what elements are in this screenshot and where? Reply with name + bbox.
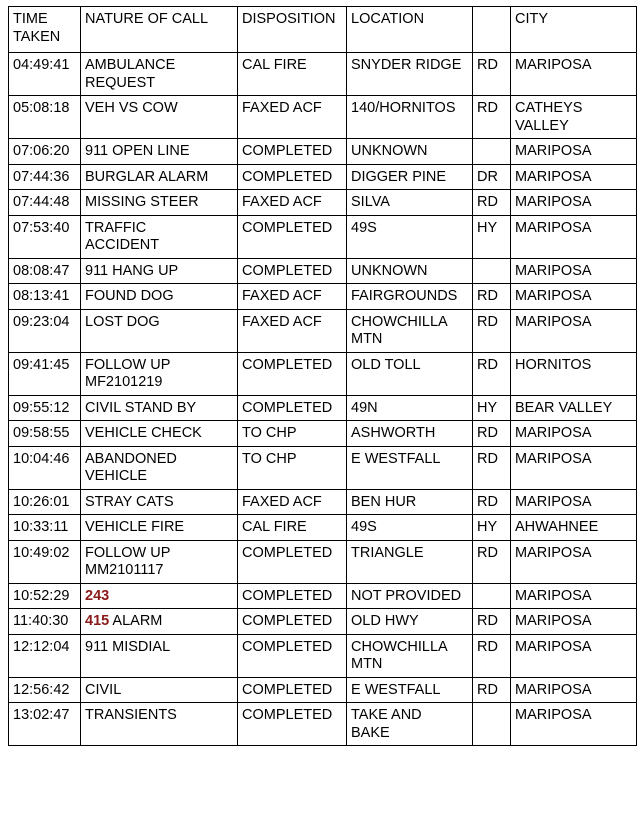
suffix-cell: HY (473, 216, 511, 259)
disposition-cell: COMPLETED (238, 635, 347, 678)
call-log-table (8, 6, 637, 746)
table-row (9, 541, 637, 584)
location-cell: TRIANGLE (347, 541, 473, 584)
city-cell: BEAR VALLEY (511, 396, 637, 422)
location-cell: OLD TOLL (347, 353, 473, 396)
location-cell: BEN HUR (347, 490, 473, 516)
time-cell: 11:40:30 (9, 609, 81, 635)
table-row (9, 421, 637, 447)
city-cell: MARIPOSA (511, 259, 637, 285)
suffix-cell: RD (473, 310, 511, 353)
time-cell: 08:13:41 (9, 284, 81, 310)
city-cell: MARIPOSA (511, 139, 637, 165)
time-cell: 09:58:55 (9, 421, 81, 447)
city-cell: HORNITOS (511, 353, 637, 396)
disposition-cell: COMPLETED (238, 609, 347, 635)
nature-cell (81, 584, 238, 610)
suffix-cell (473, 139, 511, 165)
log-body (9, 53, 637, 746)
location-cell: E WESTFALL (347, 447, 473, 490)
city-cell: MARIPOSA (511, 609, 637, 635)
nature-text: 911 MISDIAL (85, 638, 171, 655)
time-cell: 07:44:48 (9, 190, 81, 216)
time-cell: 10:33:11 (9, 515, 81, 541)
suffix-cell: RD (473, 490, 511, 516)
location-cell: DIGGER PINE (347, 165, 473, 191)
nature-cell (81, 310, 238, 353)
nature-text: VEH VS COW (85, 100, 178, 116)
table-row (9, 447, 637, 490)
nature-text: ABANDONED VEHICLE (85, 450, 177, 484)
header-nature-of-call: NATURE OF CALL (81, 7, 238, 53)
disposition-cell: COMPLETED (238, 353, 347, 396)
suffix-cell: RD (473, 635, 511, 678)
location-cell: UNKNOWN (347, 139, 473, 165)
nature-cell (81, 165, 238, 191)
location-cell: 49S (347, 216, 473, 259)
suffix-cell (473, 259, 511, 285)
nature-cell (81, 96, 238, 139)
suffix-cell (473, 703, 511, 746)
table-row (9, 139, 637, 165)
nature-cell (81, 635, 238, 678)
city-cell: MARIPOSA (511, 490, 637, 516)
location-cell: TAKE AND BAKE (347, 703, 473, 746)
table-row (9, 165, 637, 191)
nature-text: VEHICLE FIRE (85, 519, 185, 535)
disposition-cell: TO CHP (238, 421, 347, 447)
header-row (9, 7, 637, 53)
nature-code: 415 (85, 613, 110, 629)
city-cell: MARIPOSA (511, 284, 637, 310)
time-cell: 10:49:02 (9, 541, 81, 584)
nature-text: ALARM (109, 613, 163, 629)
time-cell: 10:04:46 (9, 447, 81, 490)
city-cell: AHWAHNEE (511, 515, 637, 541)
nature-text: FOUND DOG (85, 288, 174, 304)
nature-cell (81, 447, 238, 490)
suffix-cell: RD (473, 190, 511, 216)
nature-cell (81, 396, 238, 422)
disposition-cell: COMPLETED (238, 703, 347, 746)
location-cell: 49S (347, 515, 473, 541)
nature-cell (81, 353, 238, 396)
nature-text: CIVIL (85, 681, 122, 698)
time-cell: 07:53:40 (9, 216, 81, 259)
nature-text: TRAFFIC ACCIDENT (85, 219, 160, 253)
time-cell: 04:49:41 (9, 53, 81, 96)
city-cell: MARIPOSA (511, 310, 637, 353)
city-cell: MARIPOSA (511, 678, 637, 704)
disposition-cell: COMPLETED (238, 259, 347, 285)
time-cell: 09:23:04 (9, 310, 81, 353)
nature-cell (81, 216, 238, 259)
nature-cell (81, 541, 238, 584)
nature-text: FOLLOW UP MM2101117 (85, 544, 171, 578)
time-cell: 12:12:04 (9, 635, 81, 678)
location-cell: SNYDER RIDGE (347, 53, 473, 96)
table-row (9, 96, 637, 139)
time-cell: 08:08:47 (9, 259, 81, 285)
table-row (9, 396, 637, 422)
nature-text: LOST DOG (85, 313, 160, 330)
disposition-cell: COMPLETED (238, 541, 347, 584)
city-cell: MARIPOSA (511, 635, 637, 678)
suffix-cell: RD (473, 541, 511, 584)
table-row (9, 515, 637, 541)
disposition-cell: FAXED ACF (238, 284, 347, 310)
time-cell: 10:52:29 (9, 584, 81, 610)
nature-text: 911 HANG UP (85, 262, 179, 279)
nature-cell (81, 190, 238, 216)
disposition-cell: FAXED ACF (238, 190, 347, 216)
nature-cell (81, 678, 238, 704)
time-cell: 09:41:45 (9, 353, 81, 396)
suffix-cell: RD (473, 53, 511, 96)
nature-text: TRANSIENTS (85, 707, 177, 723)
city-cell: MARIPOSA (511, 216, 637, 259)
time-cell: 12:56:42 (9, 678, 81, 704)
location-cell: 140/HORNITOS (347, 96, 473, 139)
city-cell: MARIPOSA (511, 53, 637, 96)
header-suffix (473, 7, 511, 53)
suffix-cell: DR (473, 165, 511, 191)
disposition-cell: COMPLETED (238, 139, 347, 165)
nature-text: BURGLAR ALARM (85, 168, 209, 185)
disposition-cell: CAL FIRE (238, 53, 347, 96)
city-cell: MARIPOSA (511, 541, 637, 584)
suffix-cell: RD (473, 678, 511, 704)
table-row (9, 678, 637, 704)
table-row (9, 609, 637, 635)
disposition-cell: COMPLETED (238, 678, 347, 704)
suffix-cell: RD (473, 284, 511, 310)
nature-text: MISSING STEER (85, 194, 199, 210)
disposition-cell: COMPLETED (238, 216, 347, 259)
table-row (9, 53, 637, 96)
city-cell: CATHEYS VALLEY (511, 96, 637, 139)
location-cell: UNKNOWN (347, 259, 473, 285)
nature-cell (81, 703, 238, 746)
header-city: CITY (511, 7, 637, 53)
header-location: LOCATION (347, 7, 473, 53)
table-row (9, 584, 637, 610)
nature-cell (81, 53, 238, 96)
location-cell: OLD HWY (347, 609, 473, 635)
city-cell: MARIPOSA (511, 190, 637, 216)
nature-cell (81, 139, 238, 165)
nature-cell (81, 284, 238, 310)
nature-cell (81, 421, 238, 447)
location-cell: 49N (347, 396, 473, 422)
location-cell: FAIRGROUNDS (347, 284, 473, 310)
location-cell: CHOWCHILLA MTN (347, 310, 473, 353)
table-row (9, 635, 637, 678)
suffix-cell: RD (473, 96, 511, 139)
suffix-cell (473, 584, 511, 610)
disposition-cell: CAL FIRE (238, 515, 347, 541)
table-row (9, 353, 637, 396)
location-cell: CHOWCHILLA MTN (347, 635, 473, 678)
nature-text: STRAY CATS (85, 493, 174, 510)
time-cell: 05:08:18 (9, 96, 81, 139)
nature-cell (81, 515, 238, 541)
city-cell: MARIPOSA (511, 703, 637, 746)
suffix-cell: HY (473, 396, 511, 422)
time-cell: 07:06:20 (9, 139, 81, 165)
nature-code: 243 (85, 587, 110, 604)
table-row (9, 190, 637, 216)
nature-text: FOLLOW UP MF2101219 (85, 356, 171, 390)
location-cell: NOT PROVIDED (347, 584, 473, 610)
table-row (9, 310, 637, 353)
time-cell: 10:26:01 (9, 490, 81, 516)
disposition-cell: FAXED ACF (238, 490, 347, 516)
disposition-cell: FAXED ACF (238, 310, 347, 353)
disposition-cell: FAXED ACF (238, 96, 347, 139)
header-time-taken: TIME TAKEN (9, 7, 81, 53)
nature-text: 911 OPEN LINE (85, 143, 190, 159)
header-disposition: DISPOSITION (238, 7, 347, 53)
time-cell: 07:44:36 (9, 165, 81, 191)
nature-cell (81, 609, 238, 635)
table-row (9, 216, 637, 259)
disposition-cell: COMPLETED (238, 165, 347, 191)
location-cell: E WESTFALL (347, 678, 473, 704)
suffix-cell: RD (473, 421, 511, 447)
nature-text: AMBULANCE REQUEST (85, 57, 176, 91)
nature-text: VEHICLE CHECK (85, 425, 202, 441)
city-cell: MARIPOSA (511, 165, 637, 191)
suffix-cell: RD (473, 447, 511, 490)
city-cell: MARIPOSA (511, 421, 637, 447)
nature-cell (81, 259, 238, 285)
time-cell: 09:55:12 (9, 396, 81, 422)
nature-cell (81, 490, 238, 516)
table-row (9, 284, 637, 310)
city-cell: MARIPOSA (511, 584, 637, 610)
location-cell: SILVA (347, 190, 473, 216)
table-row (9, 259, 637, 285)
suffix-cell: HY (473, 515, 511, 541)
table-row (9, 703, 637, 746)
suffix-cell: RD (473, 609, 511, 635)
suffix-cell: RD (473, 353, 511, 396)
location-cell: ASHWORTH (347, 421, 473, 447)
city-cell: MARIPOSA (511, 447, 637, 490)
disposition-cell: COMPLETED (238, 396, 347, 422)
disposition-cell: COMPLETED (238, 584, 347, 610)
nature-text: CIVIL STAND BY (85, 399, 197, 416)
disposition-cell: TO CHP (238, 447, 347, 490)
table-row (9, 490, 637, 516)
time-cell: 13:02:47 (9, 703, 81, 746)
